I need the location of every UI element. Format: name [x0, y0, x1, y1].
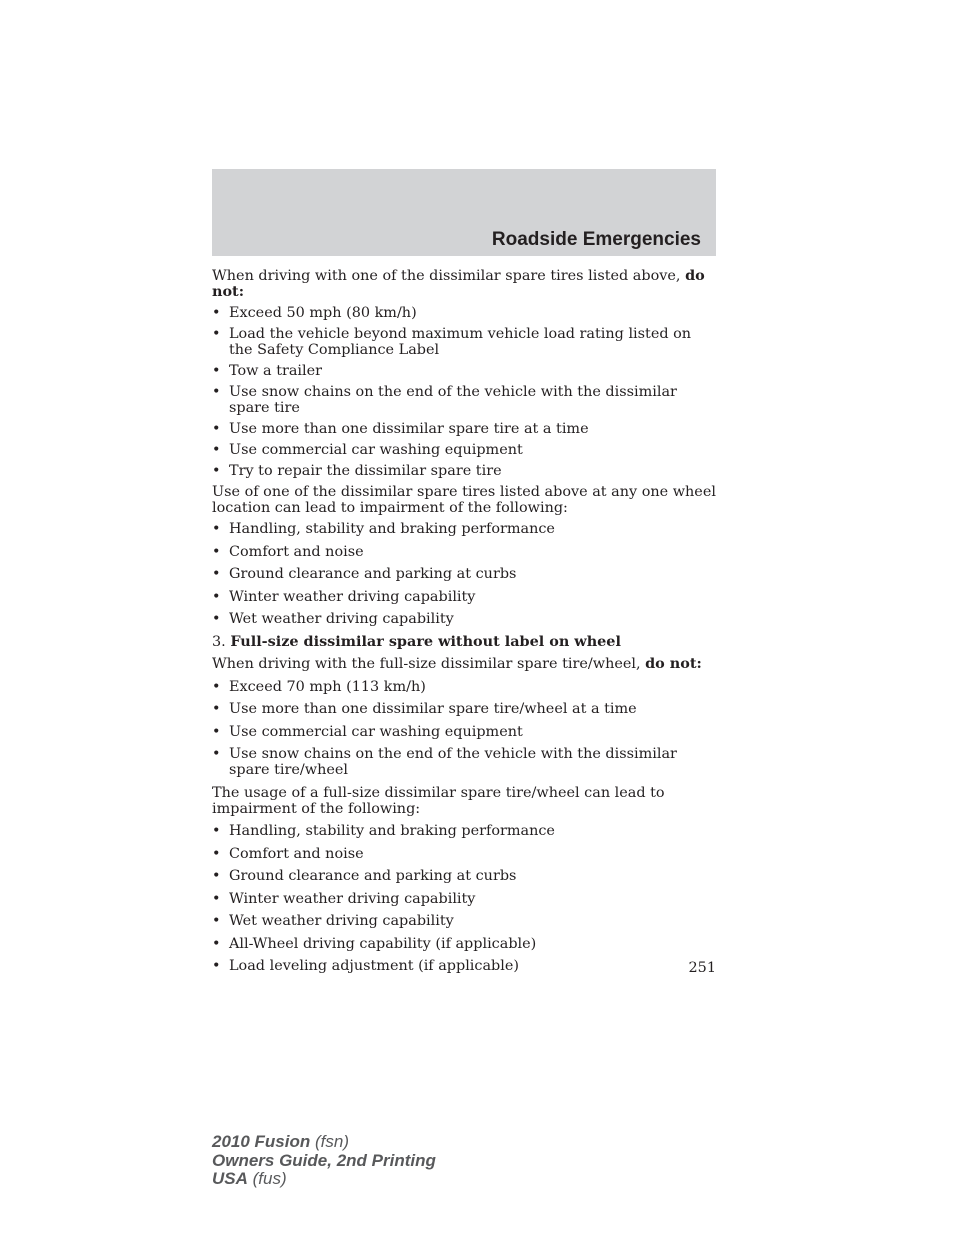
bullet-icon: •	[212, 678, 221, 695]
list-item: • Comfort and noise	[212, 543, 364, 560]
bullet-icon: •	[212, 305, 221, 321]
list-item: • Winter weather driving capability	[212, 890, 476, 907]
section3-heading: 3. Full-size dissimilar spare without label on wheel	[212, 632, 621, 650]
list-item: • Use commercial car washing equipment	[212, 442, 523, 458]
list-item: • Use more than one dissimilar spare tire at a time	[212, 421, 589, 437]
list-item: • Wet weather driving capability	[212, 611, 454, 627]
bullet-icon: •	[212, 588, 221, 605]
list-item: • Use snow chains on the end of the vehicle with the dissimilar spare tire/wheel	[212, 746, 677, 778]
bullet-icon: •	[212, 611, 221, 627]
section1-list	[212, 305, 716, 479]
bullet-icon: •	[212, 723, 221, 740]
bullet-icon: •	[212, 868, 221, 884]
footer-line-market: USA (fus)	[212, 1169, 287, 1188]
bullet-icon: •	[212, 326, 221, 342]
list-item: • Try to repair the dissimilar spare tire	[212, 463, 502, 479]
bullet-icon: •	[212, 463, 221, 479]
section3-list	[212, 679, 716, 779]
footer-line-model: 2010 Fusion (fsn)	[212, 1132, 349, 1151]
bullet-icon: •	[212, 823, 221, 839]
bullet-icon: •	[212, 890, 221, 907]
document-footer	[212, 1133, 436, 1189]
section4-list	[212, 823, 716, 974]
list-item: • Exceed 70 mph (113 km/h)	[212, 678, 426, 695]
section1-intro: When driving with one of the dissimilar spare tires listed above, do not:	[212, 267, 705, 300]
list-item: • Exceed 50 mph (80 km/h)	[212, 305, 417, 321]
list-item: • Comfort and noise	[212, 845, 364, 862]
list-item: • Load the vehicle beyond maximum vehicle load rating listed on the Safety Compliance Label	[212, 326, 692, 358]
bullet-icon: •	[212, 543, 221, 560]
section3-intro: When driving with the full-size dissimilar spare tire/wheel, do not:	[212, 655, 702, 672]
list-item: • Use commercial car washing equipment	[212, 723, 523, 740]
bullet-icon: •	[212, 845, 221, 862]
list-item: • Use more than one dissimilar spare tire/wheel at a time	[212, 701, 637, 717]
bullet-icon: •	[212, 701, 221, 717]
section-title: Roadside Emergencies	[491, 229, 701, 250]
list-item: • Use snow chains on the end of the vehicle with the dissimilar spare tire	[212, 384, 677, 416]
page-content	[212, 268, 716, 981]
bullet-icon: •	[212, 935, 221, 952]
page-number: 251	[688, 960, 716, 976]
bullet-icon: •	[212, 913, 221, 929]
list-item: • All-Wheel driving capability (if applicable)	[212, 935, 537, 952]
section2-intro: Use of one of the dissimilar spare tires listed above at any one wheel location can lead to impairment of the following:	[212, 484, 716, 516]
list-item: • Handling, stability and braking performance	[212, 823, 555, 839]
footer-line-guide: Owners Guide, 2nd Printing	[212, 1150, 436, 1170]
section4-intro: The usage of a full-size dissimilar spare tire/wheel can lead to impairment of the following:	[212, 784, 665, 817]
list-item: • Wet weather driving capability	[212, 913, 454, 929]
list-item: • Handling, stability and braking performance	[212, 521, 555, 537]
list-item: • Tow a trailer	[212, 363, 323, 379]
bullet-icon: •	[212, 384, 221, 400]
bullet-icon: •	[212, 421, 221, 437]
bullet-icon: •	[212, 521, 221, 537]
bullet-icon: •	[212, 566, 221, 582]
bullet-icon: •	[212, 958, 221, 974]
section-header-band	[212, 169, 716, 256]
bullet-icon: •	[212, 746, 221, 762]
list-item: • Ground clearance and parking at curbs	[212, 566, 517, 582]
list-item: • Load leveling adjustment (if applicable)	[212, 958, 519, 974]
list-item: • Winter weather driving capability	[212, 588, 476, 605]
list-item: • Ground clearance and parking at curbs	[212, 868, 517, 884]
bullet-icon: •	[212, 442, 221, 458]
bullet-icon: •	[212, 363, 221, 379]
section2-list	[212, 521, 716, 627]
